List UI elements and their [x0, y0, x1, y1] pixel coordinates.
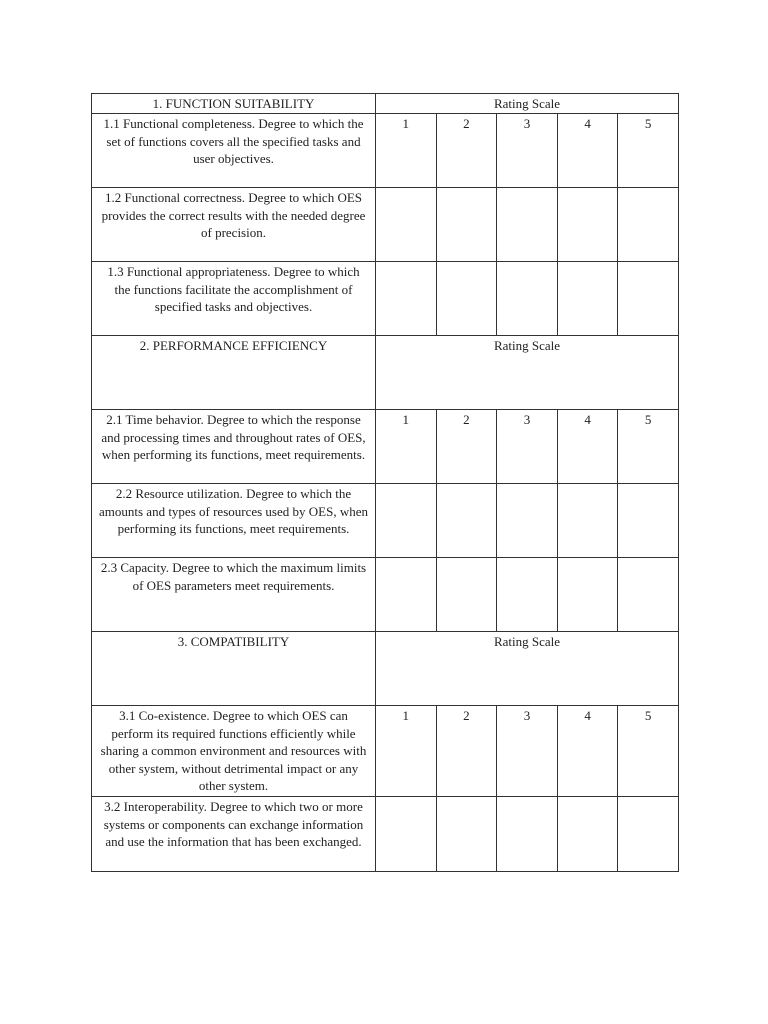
criterion-text: 1.1 Functional completeness. Degree to which the set of functions covers all the specified tasks and user objectives.: [92, 114, 376, 188]
section-header-row: [92, 632, 679, 706]
rating-cell-5[interactable]: 5: [618, 706, 679, 797]
rating-cell[interactable]: [376, 797, 437, 872]
rating-cell[interactable]: [557, 484, 618, 558]
rating-cell[interactable]: [497, 262, 558, 336]
criterion-row: [92, 410, 679, 484]
rating-cell[interactable]: [557, 188, 618, 262]
rating-cell[interactable]: [436, 262, 497, 336]
rating-cell[interactable]: [497, 188, 558, 262]
criterion-row: [92, 706, 679, 797]
criterion-text: 2.3 Capacity. Degree to which the maximum limits of OES parameters meet requirements.: [92, 558, 376, 632]
section-header-row: [92, 336, 679, 410]
rating-cell[interactable]: [436, 797, 497, 872]
rating-cell[interactable]: [376, 484, 437, 558]
rating-cell[interactable]: [618, 797, 679, 872]
rating-cell-3[interactable]: 3: [497, 706, 558, 797]
rating-cell-2[interactable]: 2: [436, 114, 497, 188]
rating-cell[interactable]: [376, 188, 437, 262]
rating-scale-header: Rating Scale: [376, 336, 679, 410]
rating-cell[interactable]: [557, 797, 618, 872]
criterion-text: 1.2 Functional correctness. Degree to which OES provides the correct results with the needed degree of precision.: [92, 188, 376, 262]
section-heading: 1. FUNCTION SUITABILITY: [92, 94, 376, 114]
rating-cell[interactable]: [497, 484, 558, 558]
criterion-text: 3.2 Interoperability. Degree to which two or more systems or components can exchange information and use the information that has been exchanged.: [92, 797, 376, 872]
rating-cell[interactable]: [436, 188, 497, 262]
criterion-row: [92, 484, 679, 558]
section-heading: 2. PERFORMANCE EFFICIENCY: [92, 336, 376, 410]
criterion-row: [92, 262, 679, 336]
rating-cell-4[interactable]: 4: [557, 410, 618, 484]
evaluation-table: [91, 93, 679, 872]
rating-scale-header: Rating Scale: [376, 94, 679, 114]
criterion-row: [92, 114, 679, 188]
criterion-text: 3.1 Co-existence. Degree to which OES can perform its required functions efficiently while sharing a common environment and resources with other system, without detrimental impact or any other system.: [92, 706, 376, 797]
rating-cell[interactable]: [497, 558, 558, 632]
rating-cell[interactable]: [618, 558, 679, 632]
criterion-text: 1.3 Functional appropriateness. Degree to which the functions facilitate the accomplishment of specified tasks and objectives.: [92, 262, 376, 336]
section-heading: 3. COMPATIBILITY: [92, 632, 376, 706]
rating-cell[interactable]: [557, 262, 618, 336]
section-header-row: [92, 94, 679, 114]
rating-cell-3[interactable]: 3: [497, 114, 558, 188]
rating-cell-1[interactable]: 1: [376, 114, 437, 188]
rating-cell-4[interactable]: 4: [557, 114, 618, 188]
rating-cell-1[interactable]: 1: [376, 706, 437, 797]
rating-cell[interactable]: [436, 558, 497, 632]
rating-cell-2[interactable]: 2: [436, 706, 497, 797]
criterion-row: [92, 797, 679, 872]
rating-cell-3[interactable]: 3: [497, 410, 558, 484]
rating-cell-4[interactable]: 4: [557, 706, 618, 797]
rating-cell[interactable]: [436, 484, 497, 558]
rating-cell[interactable]: [376, 262, 437, 336]
rating-cell[interactable]: [376, 558, 437, 632]
rating-cell[interactable]: [618, 262, 679, 336]
criterion-row: [92, 558, 679, 632]
criterion-text: 2.2 Resource utilization. Degree to which the amounts and types of resources used by OES, when performing its functions, meet requirements.: [92, 484, 376, 558]
criterion-row: [92, 188, 679, 262]
rating-cell-2[interactable]: 2: [436, 410, 497, 484]
rating-cell[interactable]: [618, 188, 679, 262]
criterion-text: 2.1 Time behavior. Degree to which the response and processing times and throughout rates of OES, when performing its functions, meet requirements.: [92, 410, 376, 484]
rating-cell[interactable]: [557, 558, 618, 632]
rating-scale-header: Rating Scale: [376, 632, 679, 706]
rating-cell-1[interactable]: 1: [376, 410, 437, 484]
rating-cell-5[interactable]: 5: [618, 114, 679, 188]
rating-cell[interactable]: [618, 484, 679, 558]
rating-cell-5[interactable]: 5: [618, 410, 679, 484]
rating-cell[interactable]: [497, 797, 558, 872]
